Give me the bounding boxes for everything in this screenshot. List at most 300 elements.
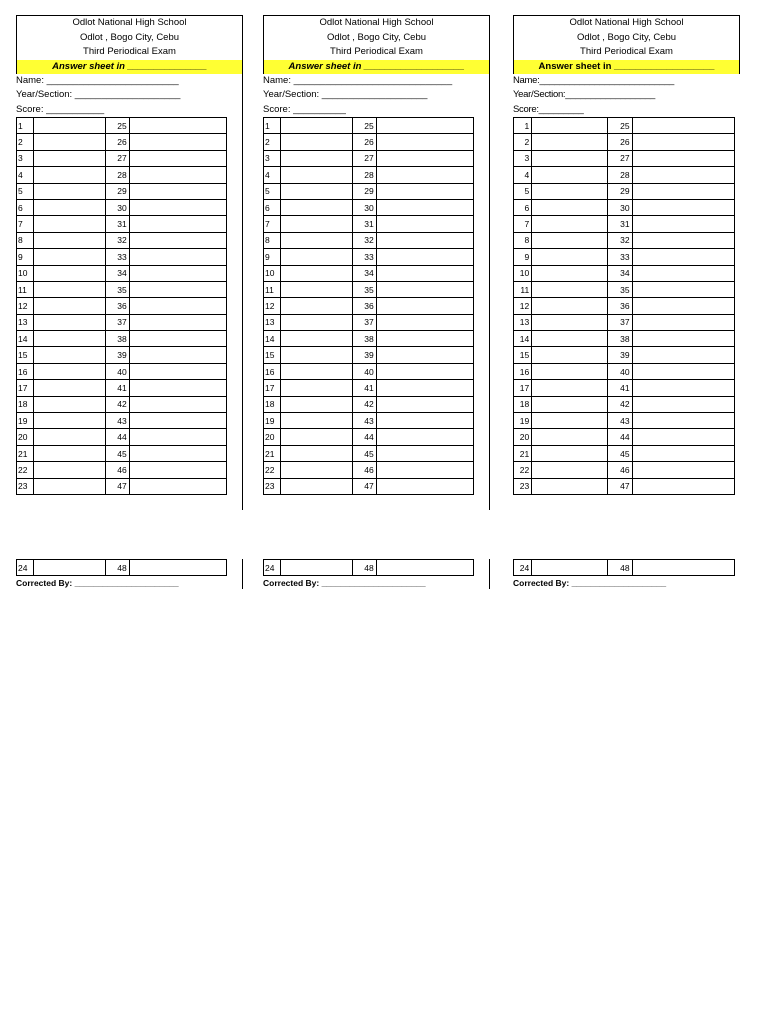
answer-cell[interactable]: [376, 413, 473, 429]
answer-cell[interactable]: [532, 281, 608, 297]
answer-cell[interactable]: [376, 478, 473, 494]
answer-cell[interactable]: [632, 134, 734, 150]
item-number: 31: [106, 216, 130, 232]
answer-cell[interactable]: [632, 118, 734, 134]
table-row: [17, 314, 227, 330]
table-row: [514, 199, 735, 215]
answer-cell[interactable]: [632, 249, 734, 265]
table-row: [264, 265, 474, 281]
table-row: [264, 478, 474, 494]
item-number: 25: [106, 118, 130, 134]
table-row: [514, 118, 735, 134]
item-number: 21: [17, 445, 34, 461]
answer-cell[interactable]: [129, 265, 226, 281]
table-row: [17, 265, 227, 281]
answer-cell[interactable]: [129, 167, 226, 183]
answer-cell[interactable]: [280, 167, 352, 183]
answer-cell[interactable]: [280, 331, 352, 347]
item-number: 29: [106, 183, 130, 199]
item-number: 48: [106, 560, 130, 576]
item-number: 37: [608, 314, 632, 330]
answer-cell[interactable]: [33, 232, 105, 248]
year-section-field: Year/Section:__________________: [513, 89, 655, 100]
item-number: 17: [514, 380, 532, 396]
answer-cell[interactable]: [376, 331, 473, 347]
answer-cell[interactable]: [33, 298, 105, 314]
answer-cell[interactable]: [129, 347, 226, 363]
answer-cell[interactable]: [280, 183, 352, 199]
answer-cell[interactable]: [33, 445, 105, 461]
answer-cell[interactable]: [33, 462, 105, 478]
answer-cell[interactable]: [129, 445, 226, 461]
answer-cell[interactable]: [532, 347, 608, 363]
table-row: [514, 429, 735, 445]
item-number: 20: [17, 429, 34, 445]
item-number: 15: [514, 347, 532, 363]
answer-cell[interactable]: [532, 380, 608, 396]
school-name: Odlot National High School: [72, 17, 187, 28]
answer-cell[interactable]: [632, 265, 734, 281]
item-number: 42: [353, 396, 377, 412]
answer-cell[interactable]: [129, 199, 226, 215]
answer-cell[interactable]: [376, 167, 473, 183]
answer-cell[interactable]: [376, 199, 473, 215]
item-number: 22: [17, 462, 34, 478]
answer-cell[interactable]: [632, 363, 734, 379]
answer-cell[interactable]: [280, 314, 352, 330]
item-number: 17: [264, 380, 281, 396]
item-number: 19: [264, 413, 281, 429]
table-row: [514, 445, 735, 461]
item-number: 13: [264, 314, 281, 330]
answer-cell[interactable]: [632, 298, 734, 314]
item-number: 41: [608, 380, 632, 396]
school-name: Odlot National High School: [319, 17, 434, 28]
answer-cell[interactable]: [129, 380, 226, 396]
table-row: [514, 331, 735, 347]
answer-cell[interactable]: [632, 232, 734, 248]
answer-cell[interactable]: [280, 396, 352, 412]
answer-cell[interactable]: [632, 183, 734, 199]
answer-cell[interactable]: [129, 560, 226, 576]
item-number: 2: [264, 134, 281, 150]
answer-sheet-1: [16, 15, 243, 589]
answer-cell[interactable]: [129, 478, 226, 494]
table-row: [264, 413, 474, 429]
answer-cell[interactable]: [532, 150, 608, 166]
item-number: 8: [514, 232, 532, 248]
item-number: 22: [514, 462, 532, 478]
item-number: 21: [514, 445, 532, 461]
item-number: 2: [514, 134, 532, 150]
answer-cell[interactable]: [376, 265, 473, 281]
answer-cell[interactable]: [33, 478, 105, 494]
answer-cell[interactable]: [632, 396, 734, 412]
answer-cell[interactable]: [280, 134, 352, 150]
answer-cell[interactable]: [129, 281, 226, 297]
answer-cell[interactable]: [33, 413, 105, 429]
item-number: 26: [106, 134, 130, 150]
table-row: [264, 183, 474, 199]
item-number: 24: [264, 560, 281, 576]
item-number: 23: [17, 478, 34, 494]
answer-cell[interactable]: [280, 281, 352, 297]
answer-cell[interactable]: [33, 249, 105, 265]
answer-cell[interactable]: [532, 363, 608, 379]
answer-cell[interactable]: [532, 167, 608, 183]
answer-cell[interactable]: [376, 560, 473, 576]
item-number: 35: [353, 281, 377, 297]
answer-cell[interactable]: [376, 249, 473, 265]
item-number: 32: [106, 232, 130, 248]
item-number: 4: [514, 167, 532, 183]
item-number: 11: [514, 281, 532, 297]
answer-cell[interactable]: [33, 216, 105, 232]
answer-cell[interactable]: [632, 314, 734, 330]
item-number: 32: [353, 232, 377, 248]
answer-cell[interactable]: [532, 429, 608, 445]
answer-cell[interactable]: [280, 199, 352, 215]
answer-cell[interactable]: [129, 249, 226, 265]
item-number: 5: [514, 183, 532, 199]
answer-cell[interactable]: [376, 380, 473, 396]
answer-cell[interactable]: [532, 462, 608, 478]
item-number: 3: [514, 150, 532, 166]
answer-grid-continued: [263, 559, 474, 590]
item-number: 7: [17, 216, 34, 232]
answer-cell[interactable]: [632, 331, 734, 347]
answer-cell[interactable]: [376, 298, 473, 314]
answer-cell[interactable]: [33, 167, 105, 183]
answer-cell[interactable]: [376, 281, 473, 297]
item-number: 34: [608, 265, 632, 281]
name-field: Name: ______________________________: [263, 74, 453, 86]
answer-cell[interactable]: [632, 167, 734, 183]
item-number: 10: [264, 265, 281, 281]
item-number: 41: [106, 380, 130, 396]
table-row: [264, 462, 474, 478]
table-row: [17, 331, 227, 347]
answer-cell[interactable]: [532, 413, 608, 429]
name-field: Name:___________________________: [513, 74, 675, 86]
answer-cell[interactable]: [33, 199, 105, 215]
answer-cell[interactable]: [280, 150, 352, 166]
item-number: 20: [514, 429, 532, 445]
answer-cell[interactable]: [33, 118, 105, 134]
answer-cell[interactable]: [129, 134, 226, 150]
answer-cell[interactable]: [532, 298, 608, 314]
answer-cell[interactable]: [280, 265, 352, 281]
answer-cell[interactable]: [33, 380, 105, 396]
answer-cell[interactable]: [532, 249, 608, 265]
item-number: 14: [264, 331, 281, 347]
table-row: [264, 118, 474, 134]
answer-cell[interactable]: [129, 331, 226, 347]
item-number: 28: [608, 167, 632, 183]
answer-cell[interactable]: [280, 445, 352, 461]
answer-cell[interactable]: [532, 396, 608, 412]
corrected-by-field: Corrected By: ______________________: [16, 578, 179, 589]
item-number: 10: [17, 265, 34, 281]
answer-cell[interactable]: [129, 183, 226, 199]
answer-cell[interactable]: [280, 462, 352, 478]
item-number: 8: [17, 232, 34, 248]
answer-cell[interactable]: [280, 429, 352, 445]
answer-cell[interactable]: [532, 216, 608, 232]
item-number: 28: [106, 167, 130, 183]
answer-cell[interactable]: [632, 199, 734, 215]
table-row: [17, 118, 227, 134]
item-number: 11: [264, 281, 281, 297]
item-number: 19: [17, 413, 34, 429]
table-row: [17, 249, 227, 265]
item-number: 18: [17, 396, 34, 412]
answer-cell[interactable]: [129, 396, 226, 412]
item-number: 16: [17, 363, 34, 379]
item-number: 26: [353, 134, 377, 150]
item-number: 24: [17, 560, 34, 576]
table-row: [17, 150, 227, 166]
answer-cell[interactable]: [532, 560, 608, 576]
sheet-border: [489, 73, 490, 510]
item-number: 31: [608, 216, 632, 232]
answer-cell[interactable]: [129, 216, 226, 232]
answer-cell[interactable]: [280, 249, 352, 265]
item-number: 7: [514, 216, 532, 232]
answer-cell[interactable]: [376, 314, 473, 330]
answer-cell[interactable]: [33, 331, 105, 347]
item-number: 29: [353, 183, 377, 199]
score-field: Score: __________: [263, 103, 346, 115]
answer-cell[interactable]: [33, 265, 105, 281]
table-row: [264, 429, 474, 445]
item-number: 20: [264, 429, 281, 445]
answer-cell[interactable]: [280, 363, 352, 379]
answer-cell[interactable]: [280, 560, 352, 576]
table-row: [514, 265, 735, 281]
item-number: 1: [17, 118, 34, 134]
table-row: [17, 445, 227, 461]
answer-cell[interactable]: [376, 396, 473, 412]
answer-grid-continued: [16, 559, 227, 590]
table-row: [17, 462, 227, 478]
answer-cell[interactable]: [632, 150, 734, 166]
answer-cell[interactable]: [376, 216, 473, 232]
table-row: [17, 232, 227, 248]
answer-cell[interactable]: [33, 396, 105, 412]
item-number: 47: [608, 478, 632, 494]
answer-cell[interactable]: [129, 298, 226, 314]
item-number: 27: [106, 150, 130, 166]
table-row: [17, 281, 227, 297]
item-number: 47: [106, 478, 130, 494]
table-row: [514, 314, 735, 330]
table-row: [17, 347, 227, 363]
item-number: 38: [353, 331, 377, 347]
table-row: [17, 363, 227, 379]
answer-cell[interactable]: [376, 118, 473, 134]
item-number: 45: [353, 445, 377, 461]
answer-cell[interactable]: [632, 462, 734, 478]
answer-sheet-subject: Answer sheet in _______________: [16, 60, 243, 74]
item-number: 4: [264, 167, 281, 183]
year-section-field: Year/Section: ____________________: [16, 89, 181, 100]
item-number: 42: [106, 396, 130, 412]
item-number: 44: [608, 429, 632, 445]
answer-cell[interactable]: [280, 232, 352, 248]
answer-cell[interactable]: [129, 413, 226, 429]
answer-cell[interactable]: [129, 232, 226, 248]
item-number: 31: [353, 216, 377, 232]
item-number: 33: [353, 249, 377, 265]
answer-cell[interactable]: [376, 134, 473, 150]
table-row: [264, 380, 474, 396]
item-number: 22: [264, 462, 281, 478]
table-row: [264, 314, 474, 330]
item-number: 44: [353, 429, 377, 445]
answer-cell[interactable]: [632, 429, 734, 445]
answer-cell[interactable]: [280, 380, 352, 396]
table-row: [264, 363, 474, 379]
answer-cell[interactable]: [376, 429, 473, 445]
table-row: [264, 347, 474, 363]
answer-cell[interactable]: [129, 150, 226, 166]
answer-cell[interactable]: [129, 363, 226, 379]
item-number: 23: [264, 478, 281, 494]
exam-title: Third Periodical Exam: [83, 46, 176, 57]
item-number: 48: [353, 560, 377, 576]
table-row: [514, 249, 735, 265]
answer-cell[interactable]: [632, 347, 734, 363]
item-number: 41: [353, 380, 377, 396]
answer-grid: [263, 117, 490, 495]
item-number: 44: [106, 429, 130, 445]
answer-cell[interactable]: [632, 478, 734, 494]
table-row: [514, 347, 735, 363]
item-number: 27: [608, 150, 632, 166]
answer-cell[interactable]: [632, 216, 734, 232]
answer-grid: [16, 117, 243, 495]
table-row: [17, 478, 227, 494]
answer-cell[interactable]: [376, 462, 473, 478]
answer-cell[interactable]: [632, 281, 734, 297]
answer-cell[interactable]: [376, 232, 473, 248]
table-row: [17, 298, 227, 314]
answer-cell[interactable]: [532, 199, 608, 215]
answer-cell[interactable]: [532, 478, 608, 494]
table-row: [514, 216, 735, 232]
table-row: [17, 134, 227, 150]
table-row: [514, 232, 735, 248]
answer-cell[interactable]: [632, 560, 734, 576]
answer-cell[interactable]: [33, 183, 105, 199]
table-row: [17, 413, 227, 429]
answer-cell[interactable]: [280, 478, 352, 494]
answer-cell[interactable]: [33, 429, 105, 445]
table-row: [264, 396, 474, 412]
answer-cell[interactable]: [33, 363, 105, 379]
answer-cell[interactable]: [532, 183, 608, 199]
answer-cell[interactable]: [376, 363, 473, 379]
table-row: [264, 167, 474, 183]
item-number: 47: [353, 478, 377, 494]
answer-cell[interactable]: [33, 150, 105, 166]
answer-cell[interactable]: [280, 118, 352, 134]
answer-cell[interactable]: [33, 281, 105, 297]
table-row: [514, 150, 735, 166]
score-field: Score: ___________: [16, 103, 105, 115]
table-row: [17, 429, 227, 445]
item-number: 30: [608, 199, 632, 215]
item-number: 13: [17, 314, 34, 330]
item-number: 35: [608, 281, 632, 297]
answer-cell[interactable]: [376, 183, 473, 199]
sheet-header: [16, 15, 243, 60]
item-number: 4: [17, 167, 34, 183]
table-row: [264, 232, 474, 248]
answer-cell[interactable]: [632, 445, 734, 461]
answer-cell[interactable]: [632, 380, 734, 396]
answer-cell[interactable]: [532, 134, 608, 150]
table-row: [17, 560, 227, 576]
item-number: 5: [264, 183, 281, 199]
answer-cell[interactable]: [33, 347, 105, 363]
answer-cell[interactable]: [376, 150, 473, 166]
answer-cell[interactable]: [532, 232, 608, 248]
table-row: [264, 216, 474, 232]
answer-cell[interactable]: [129, 118, 226, 134]
item-number: 9: [17, 249, 34, 265]
answer-cell[interactable]: [532, 314, 608, 330]
item-number: 1: [514, 118, 532, 134]
answer-cell[interactable]: [532, 265, 608, 281]
answer-cell[interactable]: [129, 429, 226, 445]
answer-cell[interactable]: [33, 560, 105, 576]
answer-cell[interactable]: [280, 347, 352, 363]
table-row: [17, 216, 227, 232]
item-number: 36: [353, 298, 377, 314]
item-number: 32: [608, 232, 632, 248]
table-row: [514, 167, 735, 183]
answer-cell[interactable]: [280, 413, 352, 429]
answer-cell[interactable]: [532, 445, 608, 461]
answer-cell[interactable]: [632, 413, 734, 429]
answer-cell[interactable]: [376, 445, 473, 461]
item-number: 12: [17, 298, 34, 314]
item-number: 38: [608, 331, 632, 347]
answer-cell[interactable]: [33, 314, 105, 330]
item-number: 38: [106, 331, 130, 347]
answer-cell[interactable]: [532, 331, 608, 347]
item-number: 16: [514, 363, 532, 379]
answer-cell[interactable]: [280, 216, 352, 232]
item-number: 6: [17, 199, 34, 215]
answer-cell[interactable]: [33, 134, 105, 150]
answer-cell[interactable]: [129, 462, 226, 478]
school-address: Odlot , Bogo City, Cebu: [326, 31, 427, 43]
item-number: 14: [514, 331, 532, 347]
answer-cell[interactable]: [129, 314, 226, 330]
item-number: 46: [608, 462, 632, 478]
item-number: 28: [353, 167, 377, 183]
answer-cell[interactable]: [376, 347, 473, 363]
item-number: 46: [106, 462, 130, 478]
answer-cell[interactable]: [280, 298, 352, 314]
item-number: 36: [608, 298, 632, 314]
item-number: 43: [106, 413, 130, 429]
answer-cell[interactable]: [532, 118, 608, 134]
exam-title: Third Periodical Exam: [330, 46, 423, 57]
